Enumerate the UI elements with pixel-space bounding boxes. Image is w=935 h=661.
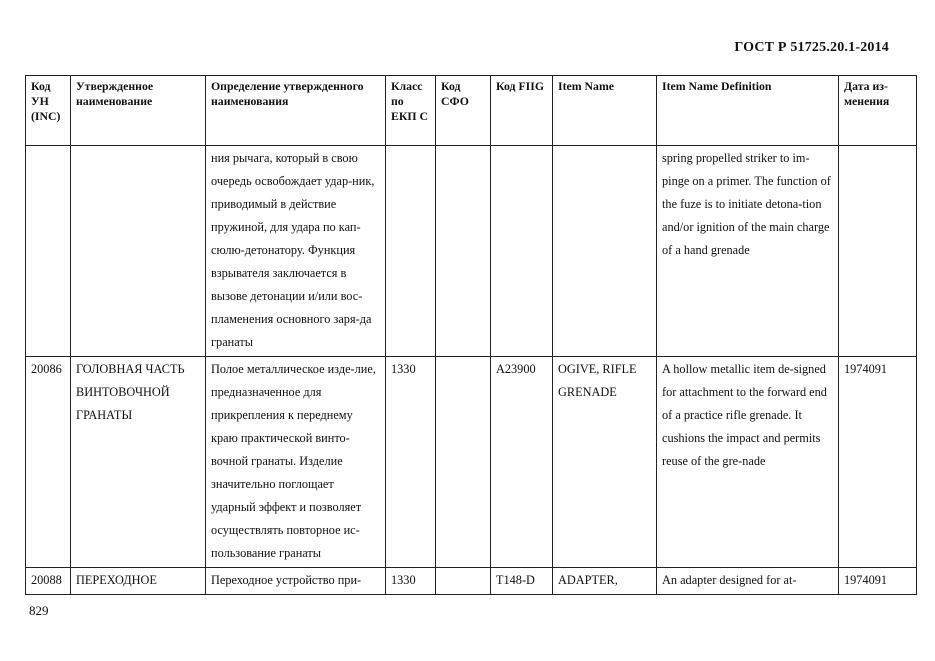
cell-fiig: A23900 <box>491 357 553 568</box>
nomenclature-table <box>25 75 917 595</box>
cell-sfo <box>436 146 491 357</box>
cell-sfo <box>436 568 491 595</box>
cell-definition-en: A hollow metallic item de-signed for attachment to the forward end of a practice rifle grenade. It cushions the impact and permits reuse of the gre-nade <box>657 357 839 568</box>
cell-class: 1330 <box>386 568 436 595</box>
cell-date <box>839 146 917 357</box>
table-row <box>26 357 917 568</box>
cell-name-ru: ПЕРЕХОДНОЕ <box>71 568 206 595</box>
cell-inc: 20088 <box>26 568 71 595</box>
cell-date: 1974091 <box>839 357 917 568</box>
cell-date: 1974091 <box>839 568 917 595</box>
cell-sfo <box>436 357 491 568</box>
cell-class: 1330 <box>386 357 436 568</box>
col-header-item-name: Item Name <box>553 76 657 146</box>
cell-name-ru <box>71 146 206 357</box>
col-header-item-name-definition: Item Name Definition <box>657 76 839 146</box>
col-header-fiig: Код FIIG <box>491 76 553 146</box>
cell-name-ru: ГОЛОВНАЯ ЧАСТЬ ВИНТОВОЧНОЙ ГРАНАТЫ <box>71 357 206 568</box>
cell-fiig: T148-D <box>491 568 553 595</box>
cell-inc <box>26 146 71 357</box>
cell-definition-en: An adapter designed for at- <box>657 568 839 595</box>
col-header-definition-ru: Определение утвержденного наименования <box>206 76 386 146</box>
cell-inc: 20086 <box>26 357 71 568</box>
table-row <box>26 568 917 595</box>
cell-item-name: ADAPTER, <box>553 568 657 595</box>
col-header-approved-name: Утвержденное наименование <box>71 76 206 146</box>
cell-definition-ru: Полое металлическое изде-лие, предназначенное для прикрепления к переднему краю практической винто-вочной гранаты. Изделие значительно поглощает ударный эффект и позволяет осуществлять повторное ис-пользование гранаты <box>206 357 386 568</box>
page-number: 829 <box>29 603 49 618</box>
col-header-change-date: Дата из-менения <box>839 76 917 146</box>
cell-item-name: OGIVE, RIFLE GRENADE <box>553 357 657 568</box>
table-header-row <box>26 76 917 146</box>
cell-class <box>386 146 436 357</box>
cell-item-name <box>553 146 657 357</box>
col-header-inc: Код УН (INC) <box>26 76 71 146</box>
document-code: ГОСТ Р 51725.20.1-2014 <box>734 40 889 55</box>
col-header-class: Класс по ЕКП С <box>386 76 436 146</box>
col-header-sfo: Код СФО <box>436 76 491 146</box>
table-row <box>26 146 917 357</box>
cell-fiig <box>491 146 553 357</box>
cell-definition-ru: ния рычага, который в свою очередь освобождает удар-ник, приводимый в действие пружиной, для удара по кап-сюлю-детонатору. Функция взрывателя заключается в вызове детонации и/или вос-пламенения основного заря-да гранаты <box>206 146 386 357</box>
cell-definition-ru: Переходное устройство при- <box>206 568 386 595</box>
cell-definition-en: spring propelled striker to im-pinge on a primer. The function of the fuze is to initiate detona-tion and/or ignition of the main charge of a hand grenade <box>657 146 839 357</box>
